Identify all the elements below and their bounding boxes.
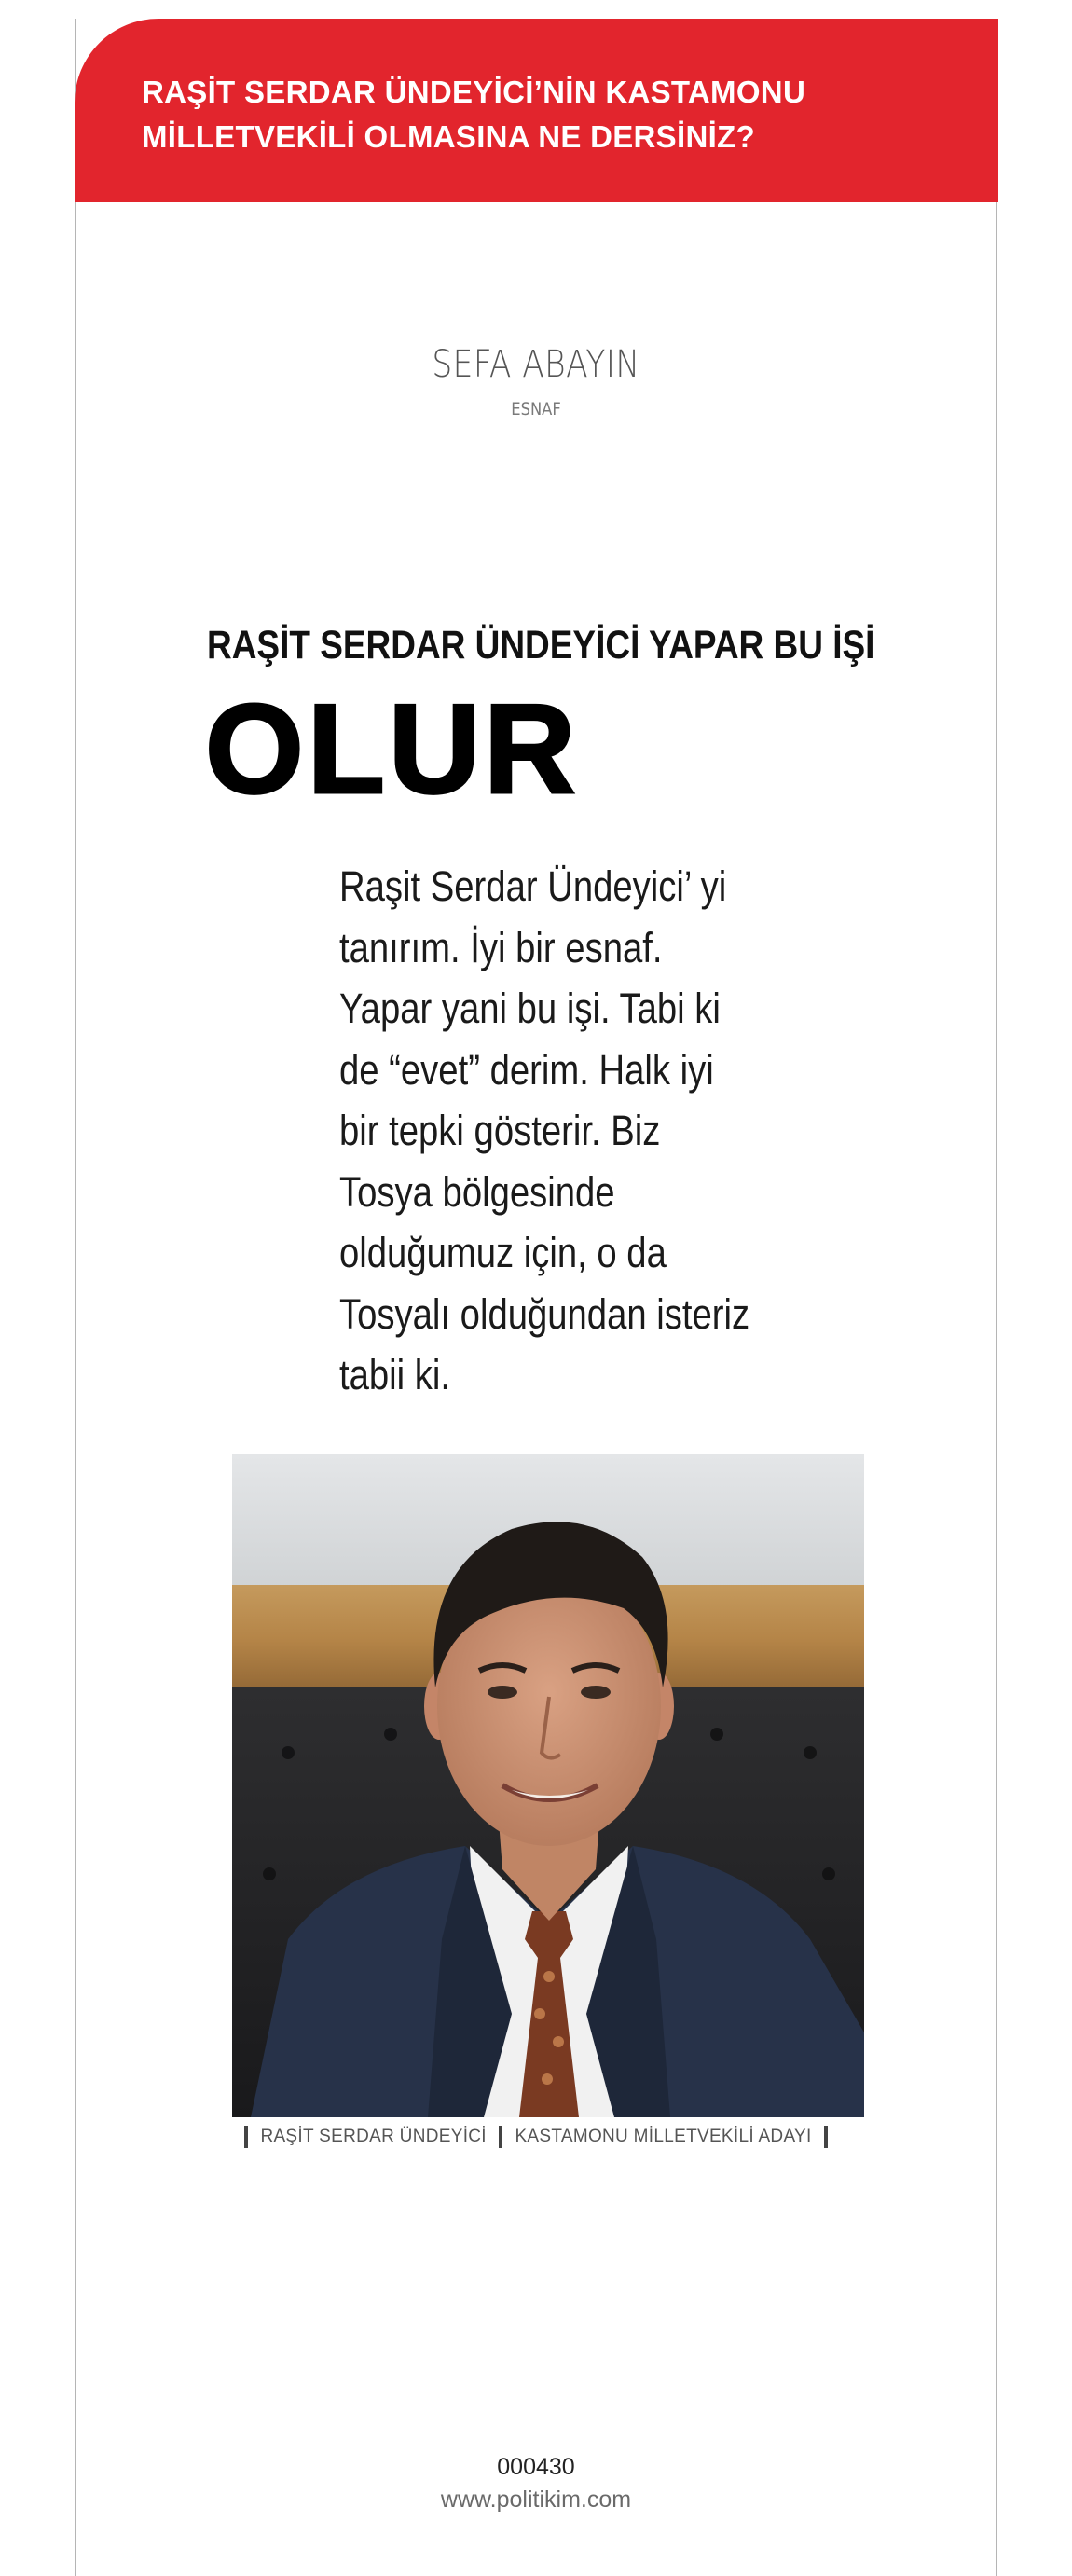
- question-title: RAŞİT SERDAR ÜNDEYİCİ’NİN KASTAMONU MİLLETVEKİLİ OLMASINA NE DERSİNİZ?: [142, 75, 806, 154]
- question-banner: [75, 19, 998, 202]
- article-quote: Raşit Serdar Ündeyici’ yi tanırım. İyi bir esnaf. Yapar yani bu işi. Tabi ki de “evet” derim. Halk iyi bir tepki gösterir. Biz Tosya bölgesinde olduğumuz için, o da Tosyalı olduğundan isteriz tabii ki.: [339, 862, 750, 1398]
- caption-divider: [244, 2126, 248, 2148]
- footer-code: 000430: [497, 2454, 575, 2480]
- caption-divider: [824, 2126, 828, 2148]
- article-kicker: RAŞİT SERDAR ÜNDEYİCİ YAPAR BU İŞİ: [207, 623, 875, 668]
- article-headline: OLUR: [205, 678, 580, 820]
- caption-name: RAŞİT SERDAR ÜNDEYİCİ: [260, 2127, 487, 2146]
- footer-url[interactable]: www.politikim.com: [440, 2486, 632, 2513]
- caption-divider: [499, 2126, 502, 2148]
- author-role: ESNAF: [511, 399, 561, 420]
- author-name: SEFA ABAYIN: [432, 343, 640, 386]
- caption-title: KASTAMONU MİLLETVEKİLİ ADAYI: [515, 2127, 812, 2146]
- portrait-photo: [232, 1454, 864, 2117]
- photo-caption: [0, 2126, 1072, 2148]
